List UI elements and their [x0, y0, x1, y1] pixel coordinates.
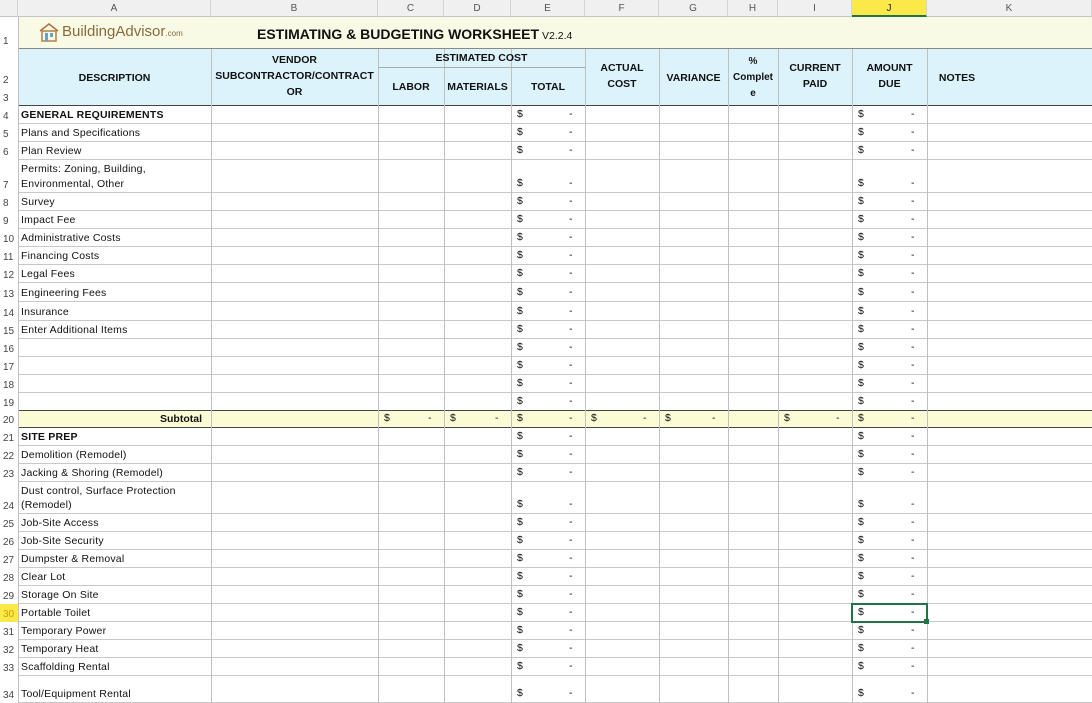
- row-23-amount-due-symbol: $: [858, 466, 864, 478]
- row-23-total-value: -: [569, 466, 573, 478]
- row-4-total-symbol: $: [517, 108, 523, 120]
- row-header-29[interactable]: 29: [3, 591, 15, 602]
- row-header-20[interactable]: 20: [3, 415, 15, 426]
- row-11-amount-due-value: -: [911, 249, 915, 261]
- row-gridline: [18, 549, 1092, 550]
- row-gridline: [18, 481, 1092, 482]
- row-7-amount-due-symbol: $: [858, 177, 864, 189]
- column-gridline: [659, 49, 660, 703]
- row-26-total-value: -: [569, 534, 573, 546]
- row-8-total-symbol: $: [517, 195, 523, 207]
- item-description[interactable]: Dumpster & Removal: [21, 553, 125, 565]
- row-21-total-value: -: [569, 430, 573, 442]
- header-actual-1: ACTUAL: [600, 62, 644, 74]
- row-gridline: [18, 567, 1092, 568]
- subtotal-g-value: -: [712, 412, 716, 424]
- row-header-1[interactable]: 1: [3, 36, 9, 47]
- item-description[interactable]: Legal Fees: [21, 268, 75, 280]
- row-header-26[interactable]: 26: [3, 537, 15, 548]
- row-23-total-symbol: $: [517, 466, 523, 478]
- row-25-total-symbol: $: [517, 516, 523, 528]
- row-17-total-symbol: $: [517, 359, 523, 371]
- row-22-amount-due-symbol: $: [858, 448, 864, 460]
- row-4-total-value: -: [569, 108, 573, 120]
- row-29-amount-due-symbol: $: [858, 588, 864, 600]
- section-heading: SITE PREP: [21, 431, 78, 443]
- row-12-total-value: -: [569, 267, 573, 279]
- row-29-amount-due-value: -: [911, 588, 915, 600]
- column-header-d[interactable]: D: [444, 0, 511, 17]
- row-24-total-value: -: [569, 498, 573, 510]
- subtotal-d-value: -: [495, 412, 499, 424]
- item-description[interactable]: Clear Lot: [21, 571, 66, 583]
- row-29-total-value: -: [569, 588, 573, 600]
- row-9-total-symbol: $: [517, 213, 523, 225]
- row-19-amount-due-symbol: $: [858, 395, 864, 407]
- row-28-total-value: -: [569, 570, 573, 582]
- header-estimated-cost: ESTIMATED COST: [435, 51, 528, 64]
- header-materials: MATERIALS: [447, 81, 508, 93]
- column-header-e[interactable]: E: [511, 0, 585, 17]
- row-gridline: [18, 445, 1092, 446]
- row-header-32[interactable]: 32: [3, 645, 15, 656]
- row-4-amount-due-value: -: [911, 108, 915, 120]
- row-14-amount-due-value: -: [911, 305, 915, 317]
- row-27-amount-due-symbol: $: [858, 552, 864, 564]
- row-7-amount-due-value: -: [911, 177, 915, 189]
- item-description[interactable]: Temporary Heat: [21, 643, 99, 655]
- row-header-10[interactable]: 10: [3, 234, 15, 245]
- item-description[interactable]: Dust control, Surface Protection: [21, 485, 176, 497]
- row-gridline: [18, 513, 1092, 514]
- row-gridline: [18, 123, 1092, 124]
- column-gridline: [728, 49, 729, 703]
- column-header-g[interactable]: G: [659, 0, 728, 17]
- row-8-amount-due-symbol: $: [858, 195, 864, 207]
- item-description-line2[interactable]: Environmental, Other: [21, 178, 125, 190]
- row-11-amount-due-symbol: $: [858, 249, 864, 261]
- row-10-total-value: -: [569, 231, 573, 243]
- header-labor: LABOR: [392, 81, 430, 93]
- row-header-12[interactable]: 12: [3, 270, 15, 281]
- subtotal-label: Subtotal: [160, 413, 202, 425]
- row-28-amount-due-symbol: $: [858, 570, 864, 582]
- row-21-total-symbol: $: [517, 430, 523, 442]
- row-21-amount-due-value: -: [911, 430, 915, 442]
- row-17-total-value: -: [569, 359, 573, 371]
- row-gridline: [18, 585, 1092, 586]
- item-description[interactable]: Jacking & Shoring (Remodel): [21, 467, 163, 479]
- row-header-31[interactable]: 31: [3, 627, 15, 638]
- row-header-7[interactable]: 7: [3, 180, 9, 191]
- header-current-paid-2: PAID: [802, 78, 828, 90]
- row-31-amount-due-value: -: [911, 624, 915, 636]
- column-header-j[interactable]: J: [852, 0, 927, 17]
- item-description[interactable]: Survey: [21, 196, 55, 208]
- row-32-amount-due-value: -: [911, 642, 915, 654]
- row-6-amount-due-symbol: $: [858, 144, 864, 156]
- header-total: TOTAL: [530, 81, 566, 93]
- subtotal-f-value: -: [643, 412, 647, 424]
- item-description[interactable]: Job-Site Security: [21, 535, 104, 547]
- subtotal-e-symbol: $: [517, 412, 523, 424]
- row-header-28[interactable]: 28: [3, 573, 15, 584]
- row-24-amount-due-symbol: $: [858, 498, 864, 510]
- row-9-total-value: -: [569, 213, 573, 225]
- header-variance: VARIANCE: [666, 71, 721, 84]
- row-25-amount-due-symbol: $: [858, 516, 864, 528]
- header-vendor-2: SUBCONTRACTOR/CONTRACT: [215, 70, 374, 82]
- row-gridline: [18, 141, 1092, 142]
- item-description[interactable]: Enter Additional Items: [21, 324, 128, 336]
- header-pct-1: %: [748, 56, 758, 67]
- row-header-14[interactable]: 14: [3, 308, 15, 319]
- row-header-23[interactable]: 23: [3, 469, 15, 480]
- row-26-amount-due-symbol: $: [858, 534, 864, 546]
- row-gridline: [18, 210, 1092, 211]
- row-25-total-value: -: [569, 516, 573, 528]
- row-7-total-value: -: [569, 177, 573, 189]
- subtotal-c-symbol: $: [384, 412, 390, 424]
- row-18-amount-due-symbol: $: [858, 377, 864, 389]
- item-description[interactable]: Temporary Power: [21, 625, 107, 637]
- house-logo-icon: [38, 21, 60, 43]
- fill-handle[interactable]: [924, 619, 929, 624]
- row-12-total-symbol: $: [517, 267, 523, 279]
- row-header-4[interactable]: 4: [3, 111, 9, 122]
- row-22-amount-due-value: -: [911, 448, 915, 460]
- column-header-f[interactable]: F: [585, 0, 659, 17]
- row-19-total-value: -: [569, 395, 573, 407]
- row-33-total-symbol: $: [517, 660, 523, 672]
- row-header-11[interactable]: 11: [3, 252, 14, 263]
- row-header-22[interactable]: 22: [3, 451, 15, 462]
- corner-cell[interactable]: [0, 0, 18, 17]
- row-18-total-value: -: [569, 377, 573, 389]
- row-header-19[interactable]: 19: [3, 398, 15, 409]
- row-9-amount-due-symbol: $: [858, 213, 864, 225]
- row-10-amount-due-value: -: [911, 231, 915, 243]
- column-gridline: [211, 49, 212, 703]
- row-19-amount-due-value: -: [911, 395, 915, 407]
- row-16-amount-due-value: -: [911, 341, 915, 353]
- row-5-amount-due-symbol: $: [858, 126, 864, 138]
- row-5-total-symbol: $: [517, 126, 523, 138]
- row-17-amount-due-value: -: [911, 359, 915, 371]
- row-27-total-value: -: [569, 552, 573, 564]
- subtotal-g-symbol: $: [665, 412, 671, 424]
- row-16-total-symbol: $: [517, 341, 523, 353]
- subtotal-d-symbol: $: [450, 412, 456, 424]
- column-gridline: [778, 49, 779, 703]
- row-16-amount-due-symbol: $: [858, 341, 864, 353]
- row-32-total-symbol: $: [517, 642, 523, 654]
- item-description[interactable]: Financing Costs: [21, 250, 100, 262]
- header-pct-2: Complet: [733, 72, 773, 83]
- row-header-5[interactable]: 5: [3, 129, 9, 140]
- row-gridline: [18, 675, 1092, 676]
- item-description[interactable]: Permits: Zoning, Building,: [21, 163, 146, 175]
- row-14-amount-due-symbol: $: [858, 305, 864, 317]
- row-10-amount-due-symbol: $: [858, 231, 864, 243]
- row-31-total-value: -: [569, 624, 573, 636]
- column-header-a[interactable]: A: [18, 0, 211, 17]
- row-28-amount-due-value: -: [911, 570, 915, 582]
- row-22-total-symbol: $: [517, 448, 523, 460]
- row-21-amount-due-symbol: $: [858, 430, 864, 442]
- column-header-b[interactable]: B: [211, 0, 378, 17]
- row-30-total-symbol: $: [517, 606, 523, 618]
- page-title: ESTIMATING & BUDGETING WORKSHEET: [257, 26, 540, 42]
- header-notes: NOTES: [938, 71, 976, 84]
- row-header-27[interactable]: 27: [3, 555, 15, 566]
- row-22-total-value: -: [569, 448, 573, 460]
- row-34-total-symbol: $: [517, 687, 523, 699]
- row-23-amount-due-value: -: [911, 466, 915, 478]
- row-header-3[interactable]: 3: [3, 93, 9, 104]
- subtotal-j-value: -: [911, 412, 915, 424]
- item-description[interactable]: Plans and Specifications: [21, 127, 141, 139]
- row-33-amount-due-value: -: [911, 660, 915, 672]
- column-gridline: [378, 49, 379, 703]
- row-header-18[interactable]: 18: [3, 380, 15, 391]
- row-13-total-symbol: $: [517, 286, 523, 298]
- row-gridline: [18, 159, 1092, 160]
- row-12-amount-due-symbol: $: [858, 267, 864, 279]
- column-gridline: [585, 49, 586, 703]
- row-31-total-symbol: $: [517, 624, 523, 636]
- column-gridline: [444, 49, 445, 703]
- column-header-c[interactable]: C: [378, 0, 444, 17]
- column-header-i[interactable]: I: [778, 0, 852, 17]
- row-gridline: [18, 282, 1092, 283]
- subtotal-j-symbol: $: [858, 412, 864, 424]
- row-header-34[interactable]: 34: [3, 690, 15, 701]
- row-29-total-symbol: $: [517, 588, 523, 600]
- row-header-16[interactable]: 16: [3, 344, 15, 355]
- row-33-total-value: -: [569, 660, 573, 672]
- logo-text: BuildingAdvisor: [62, 23, 166, 40]
- header-pct-3: e: [750, 88, 756, 99]
- row-16-total-value: -: [569, 341, 573, 353]
- row-gridline: [18, 301, 1092, 302]
- row-gridline: [18, 356, 1092, 357]
- row-header-21[interactable]: 21: [3, 433, 15, 444]
- header-vendor-3: OR: [286, 86, 303, 98]
- row-26-total-symbol: $: [517, 534, 523, 546]
- header-description: DESCRIPTION: [78, 71, 151, 84]
- row-8-amount-due-value: -: [911, 195, 915, 207]
- item-description[interactable]: Portable Toilet: [21, 607, 91, 619]
- row-28-total-symbol: $: [517, 570, 523, 582]
- item-description[interactable]: Scaffolding Rental: [21, 661, 110, 673]
- header-amount-due-2: DUE: [878, 78, 901, 90]
- active-cell-j30[interactable]: [851, 603, 928, 623]
- row-gridline: [18, 603, 1092, 604]
- row-header-13[interactable]: 13: [3, 289, 15, 300]
- logo-suffix: .com: [165, 29, 183, 38]
- row-gridline: [18, 657, 1092, 658]
- subtotal-c-value: -: [428, 412, 432, 424]
- item-description[interactable]: Demolition (Remodel): [21, 449, 127, 461]
- row-13-amount-due-symbol: $: [858, 286, 864, 298]
- row-13-amount-due-value: -: [911, 286, 915, 298]
- item-description-line2[interactable]: (Remodel): [21, 499, 72, 511]
- row-gridline: [18, 338, 1092, 339]
- row-14-total-symbol: $: [517, 305, 523, 317]
- row-gridline: [18, 639, 1092, 640]
- row-header-2[interactable]: 2: [3, 75, 9, 86]
- item-description[interactable]: Impact Fee: [21, 214, 76, 226]
- row-6-total-symbol: $: [517, 144, 523, 156]
- subtotal-i-symbol: $: [784, 412, 790, 424]
- row-34-amount-due-value: -: [911, 687, 915, 699]
- row-5-amount-due-value: -: [911, 126, 915, 138]
- row-30-amount-due-value: -: [911, 606, 915, 618]
- item-description[interactable]: Insurance: [21, 306, 69, 318]
- row-header-17[interactable]: 17: [3, 362, 15, 373]
- row-gridline: [18, 463, 1092, 464]
- item-description[interactable]: Storage On Site: [21, 589, 99, 601]
- item-description[interactable]: Engineering Fees: [21, 287, 107, 299]
- header-vendor-1: VENDOR: [272, 54, 317, 66]
- row-10-total-symbol: $: [517, 231, 523, 243]
- row-8-total-value: -: [569, 195, 573, 207]
- row-30-total-value: -: [569, 606, 573, 618]
- header-current-paid-1: CURRENT: [789, 62, 841, 74]
- row-gridline: [18, 427, 1092, 428]
- row-31-amount-due-symbol: $: [858, 624, 864, 636]
- row-5-total-value: -: [569, 126, 573, 138]
- row-27-amount-due-value: -: [911, 552, 915, 564]
- subtotal-i-value: -: [836, 412, 840, 424]
- row-13-total-value: -: [569, 286, 573, 298]
- row-header-6[interactable]: 6: [3, 147, 9, 158]
- subtotal-e-value: -: [569, 412, 573, 424]
- row-19-total-symbol: $: [517, 395, 523, 407]
- item-description[interactable]: Job-Site Access: [21, 517, 99, 529]
- row-18-amount-due-value: -: [911, 377, 915, 389]
- row-gridline: [18, 392, 1092, 393]
- row-gridline: [18, 264, 1092, 265]
- row-18-total-symbol: $: [517, 377, 523, 389]
- row-9-amount-due-value: -: [911, 213, 915, 225]
- row-header-30[interactable]: 30: [0, 604, 18, 622]
- row-header-33[interactable]: 33: [3, 663, 15, 674]
- item-description[interactable]: Plan Review: [21, 145, 82, 157]
- row-header-24[interactable]: 24: [3, 501, 15, 512]
- row-6-amount-due-value: -: [911, 144, 915, 156]
- row-15-amount-due-symbol: $: [858, 323, 864, 335]
- header-amount-due-1: AMOUNT: [866, 62, 913, 74]
- column-gridline: [511, 49, 512, 703]
- row-11-total-symbol: $: [517, 249, 523, 261]
- row-11-total-value: -: [569, 249, 573, 261]
- row-header-25[interactable]: 25: [3, 519, 15, 530]
- row-7-total-symbol: $: [517, 177, 523, 189]
- row-gridline: [18, 531, 1092, 532]
- column-header-k[interactable]: K: [927, 0, 1092, 17]
- row-30-amount-due-symbol: $: [858, 606, 864, 618]
- row-header-15[interactable]: 15: [3, 326, 15, 337]
- row-32-amount-due-symbol: $: [858, 642, 864, 654]
- column-header-h[interactable]: H: [728, 0, 778, 17]
- row-4-amount-due-symbol: $: [858, 108, 864, 120]
- row-6-total-value: -: [569, 144, 573, 156]
- row-17-amount-due-symbol: $: [858, 359, 864, 371]
- header-actual-2: COST: [607, 78, 637, 90]
- row-24-total-symbol: $: [517, 498, 523, 510]
- row-15-amount-due-value: -: [911, 323, 915, 335]
- row-27-total-symbol: $: [517, 552, 523, 564]
- row-gridline: [18, 320, 1092, 321]
- row-15-total-value: -: [569, 323, 573, 335]
- row-gridline: [18, 621, 1092, 622]
- section-heading: GENERAL REQUIREMENTS: [21, 109, 164, 121]
- item-description[interactable]: Tool/Equipment Rental: [21, 688, 131, 700]
- row-12-amount-due-value: -: [911, 267, 915, 279]
- row-34-total-value: -: [569, 687, 573, 699]
- row-24-amount-due-value: -: [911, 498, 915, 510]
- row-34-amount-due-symbol: $: [858, 687, 864, 699]
- row-gridline: [18, 192, 1092, 193]
- row-header-9[interactable]: 9: [3, 216, 9, 227]
- version-label: V2.2.4: [542, 30, 573, 42]
- row-26-amount-due-value: -: [911, 534, 915, 546]
- row-14-total-value: -: [569, 305, 573, 317]
- row-33-amount-due-symbol: $: [858, 660, 864, 672]
- row-gridline: [18, 228, 1092, 229]
- logo: [38, 18, 183, 46]
- row-gridline: [18, 410, 1092, 411]
- subtotal-f-symbol: $: [591, 412, 597, 424]
- item-description[interactable]: Administrative Costs: [21, 232, 121, 244]
- row-25-amount-due-value: -: [911, 516, 915, 528]
- row-32-total-value: -: [569, 642, 573, 654]
- row-15-total-symbol: $: [517, 323, 523, 335]
- row-header-8[interactable]: 8: [3, 198, 9, 209]
- column-gridline: [18, 17, 19, 703]
- row-gridline: [18, 374, 1092, 375]
- row-gridline: [18, 246, 1092, 247]
